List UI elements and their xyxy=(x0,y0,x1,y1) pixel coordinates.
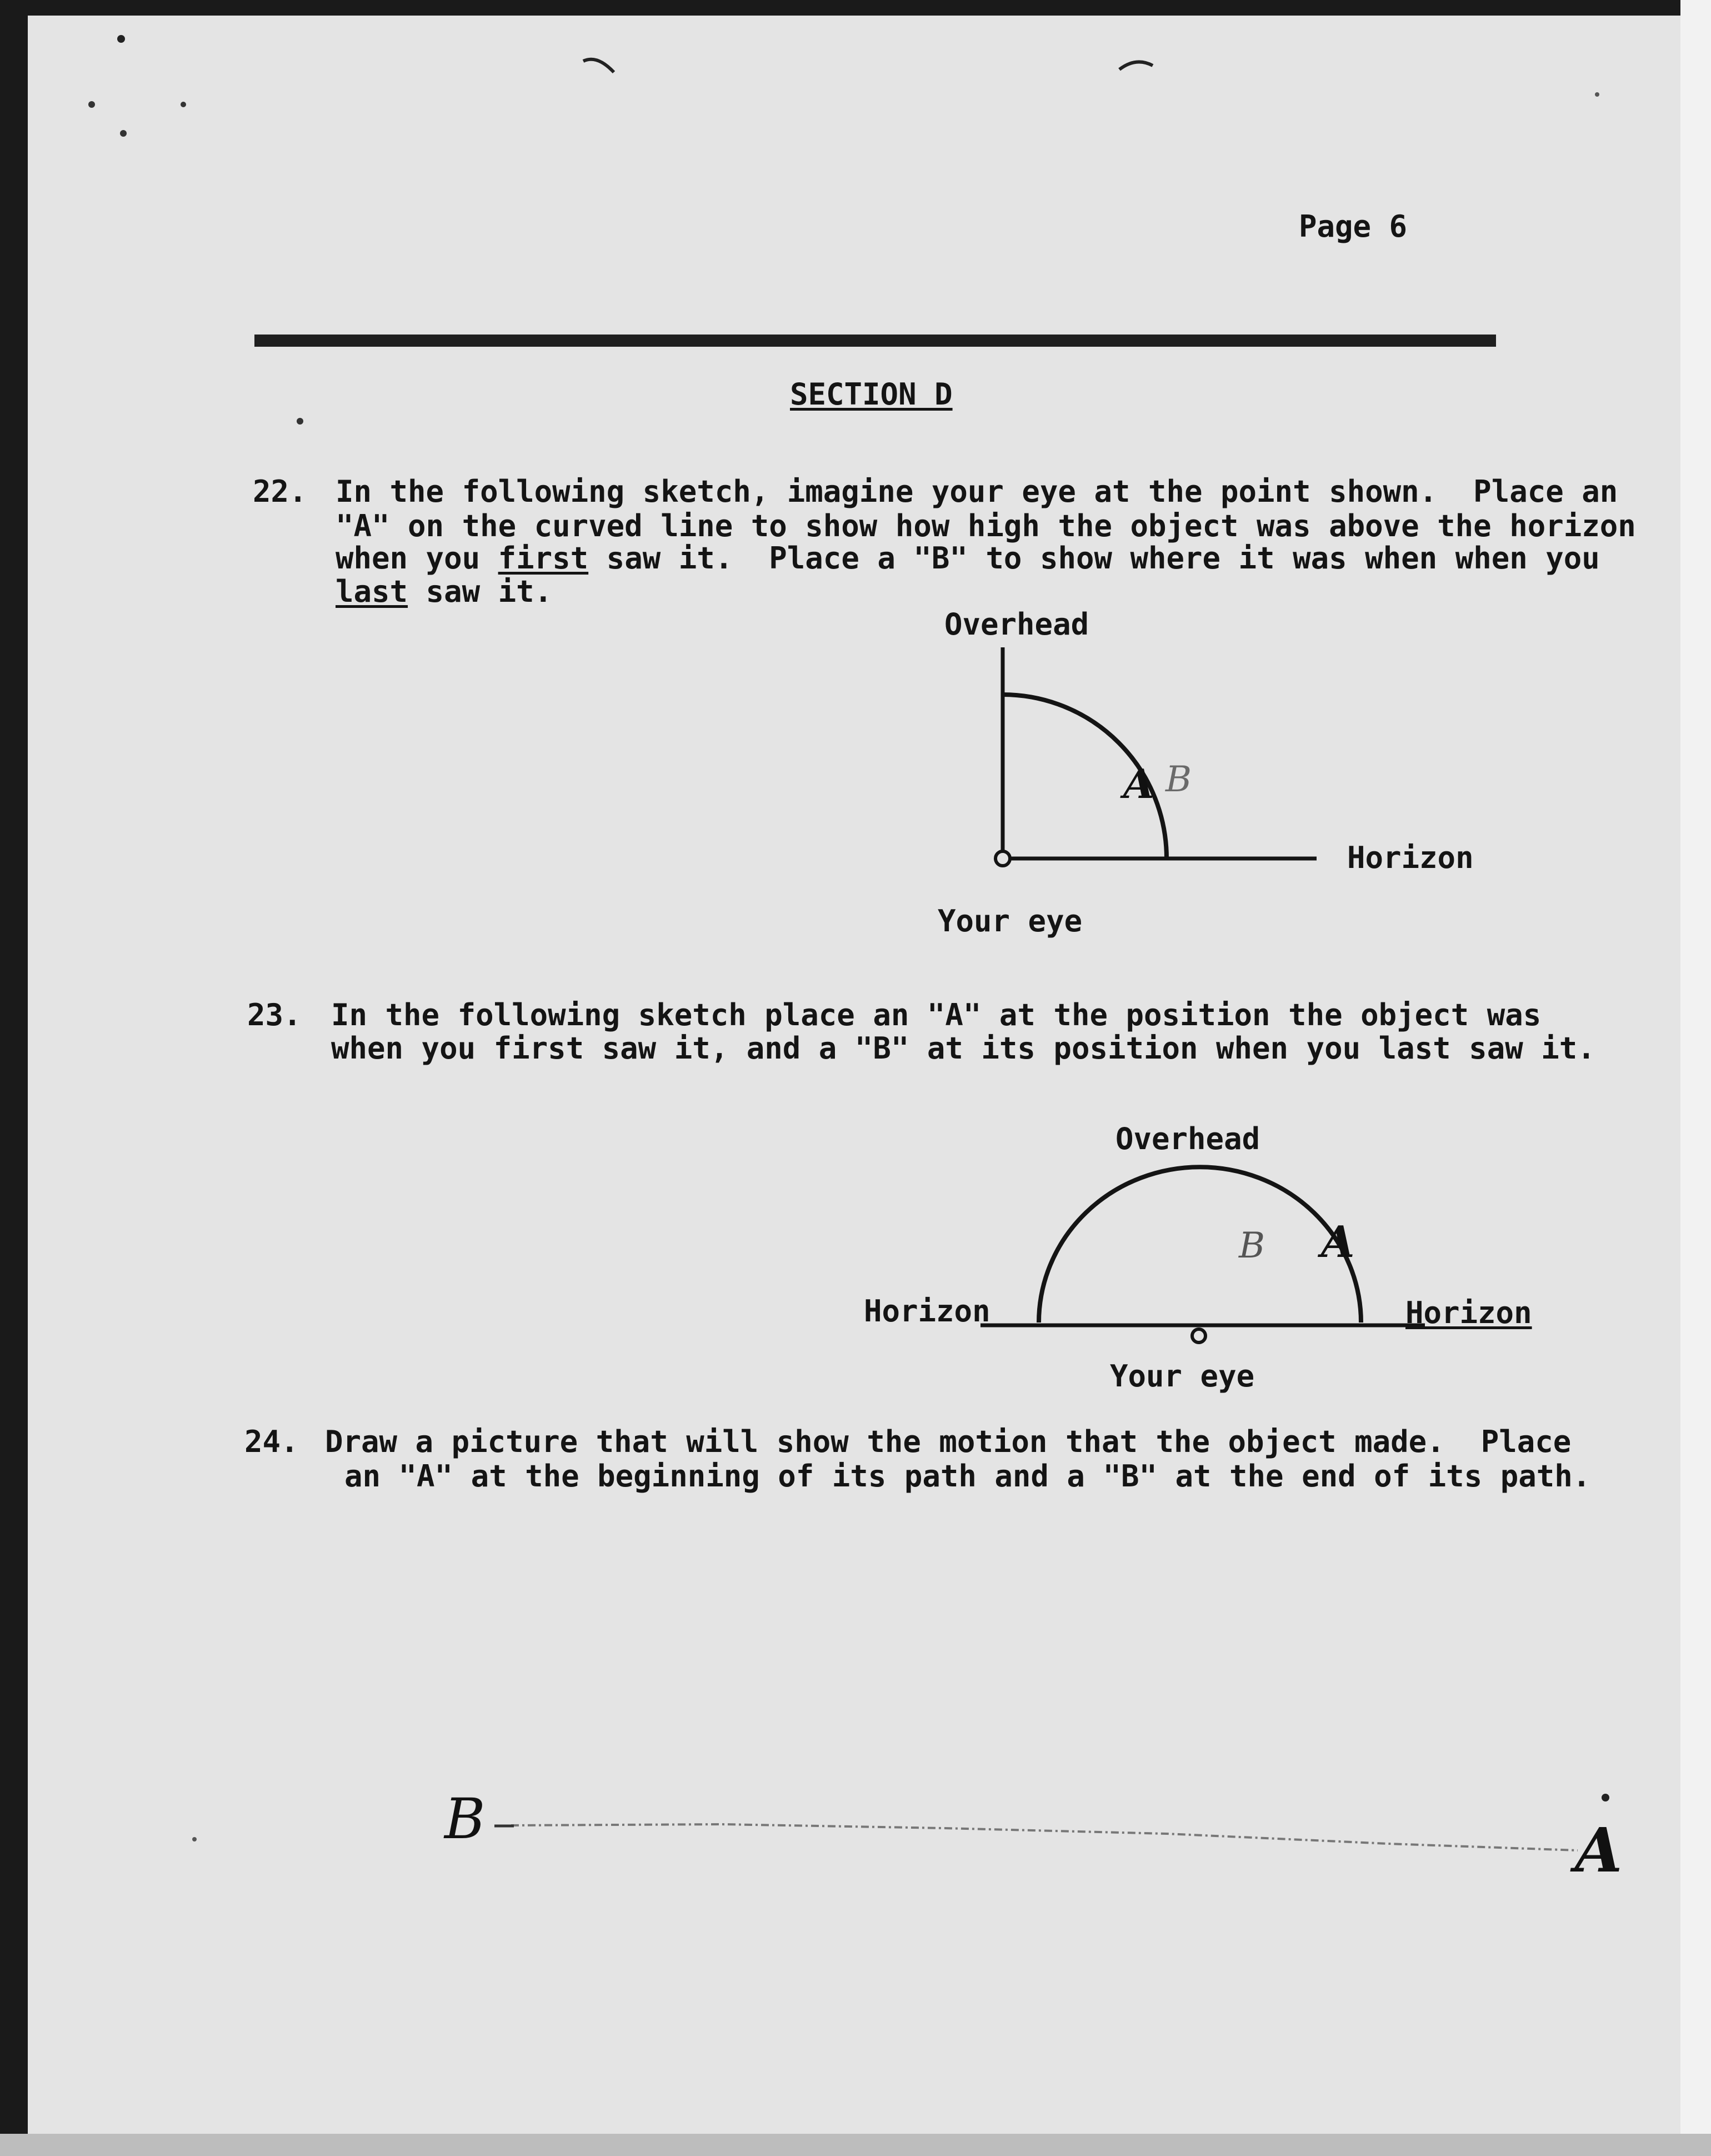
text-segment: saw it. Place a "B" to show where it was when when you xyxy=(588,541,1600,576)
handwritten-a-mark: A xyxy=(1321,1217,1355,1267)
overhead-label: Overhead xyxy=(1115,1121,1260,1156)
question-text-line: Draw a picture that will show the motion that the object made. Place xyxy=(325,1424,1572,1459)
text-segment: saw it. xyxy=(408,574,553,609)
handwritten-b-mark: B xyxy=(444,1786,486,1851)
horizon-label: Horizon xyxy=(1347,840,1474,875)
overhead-label: Overhead xyxy=(944,607,1089,642)
eye-label: Your eye xyxy=(938,904,1083,939)
handwritten-b-mark: B xyxy=(1239,1225,1265,1266)
eye-label: Your eye xyxy=(1110,1359,1255,1394)
question-number: 23. xyxy=(247,997,302,1032)
emphasis-first: first xyxy=(498,541,589,576)
question-text-line: when you first saw it, and a "B" at its position when you last saw it. xyxy=(331,1031,1595,1066)
section-title: SECTION D xyxy=(790,377,953,412)
question-text-line: "A" on the curved line to show how high the object was above the horizon xyxy=(336,508,1636,543)
emphasis-last: last xyxy=(336,574,408,609)
question-number: 22. xyxy=(253,474,307,509)
handwritten-b-mark: B xyxy=(1165,759,1192,800)
handwritten-a-mark: A xyxy=(1575,1814,1623,1886)
question-text-line: In the following sketch place an "A" at the position the object was xyxy=(331,997,1542,1032)
question-text-line: In the following sketch, imagine your eye at the point shown. Place an xyxy=(336,474,1618,509)
question-number: 24. xyxy=(244,1424,299,1459)
horizon-right-label: Horizon xyxy=(1405,1295,1532,1330)
question-text-line: an "A" at the beginning of its path and a "B" at the end of its path. xyxy=(344,1459,1591,1494)
horizon-left-label: Horizon xyxy=(864,1294,990,1329)
handwritten-a-mark: A xyxy=(1123,760,1154,807)
page-number: Page 6 xyxy=(1299,209,1408,244)
text-segment: when you xyxy=(336,541,498,576)
